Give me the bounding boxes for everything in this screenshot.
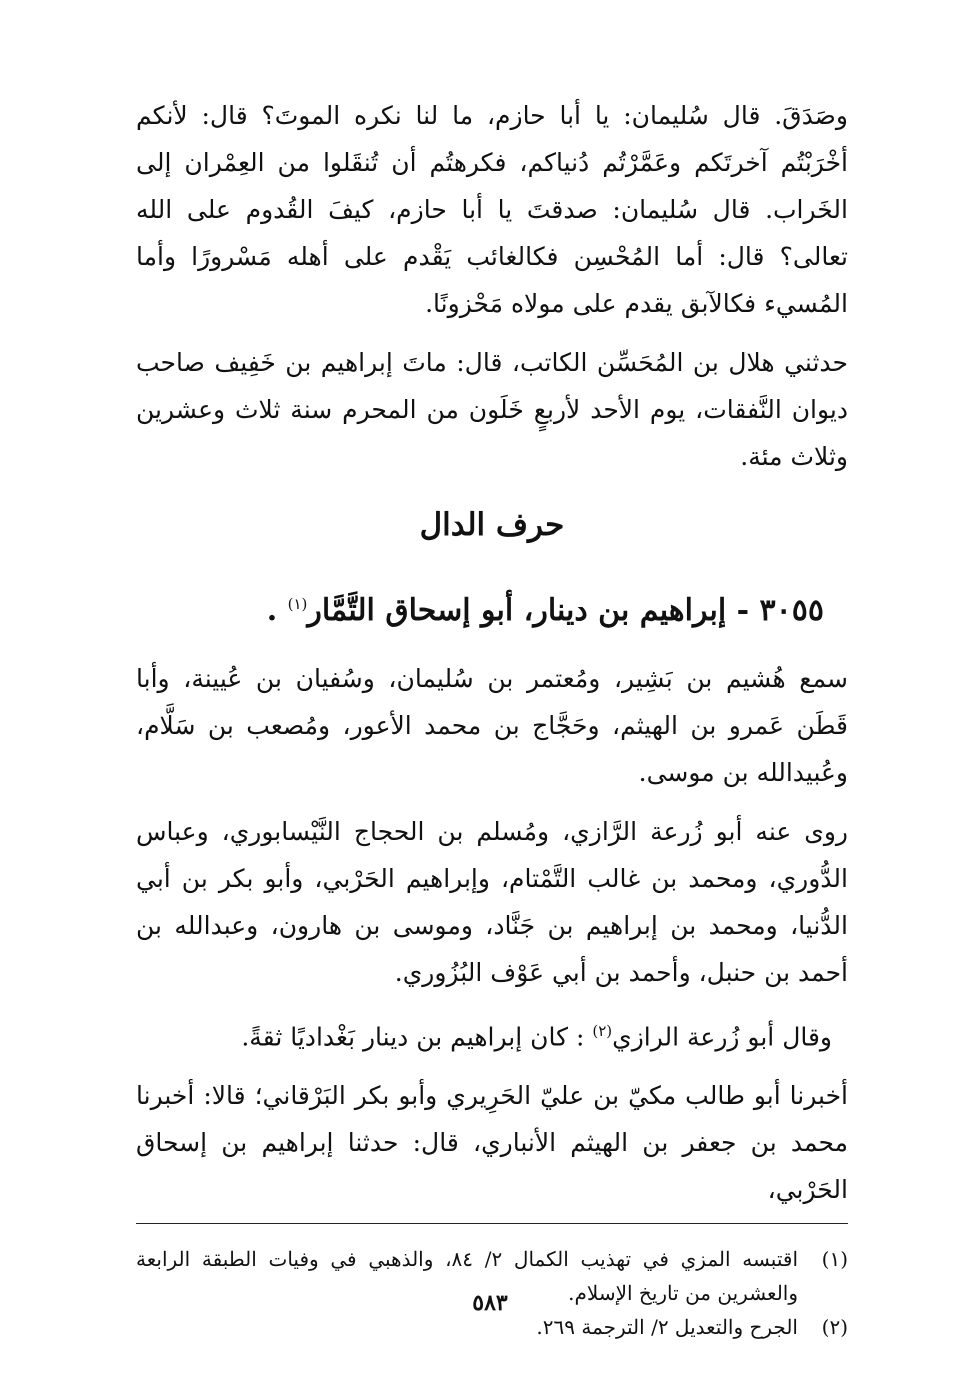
footnote-ref-1: (١) — [287, 595, 308, 613]
paragraph-death-report: حدثني هلال بن المُحَسِّن الكاتب، قال: ماتَ إبراهيم بن خَفِيف صاحب ديوان النَّفقات، يوم الأحد لأربعٍ خَلَون من المحرم سنة ثلاث وعشرين وثلاث مئة. — [136, 348, 848, 471]
paragraph-teachers: سمع هُشيم بن بَشِير، ومُعتمر بن سُليمان، وسُفيان بن عُيينة، وأبا قَطَن عَمرو بن الهيثم، وحَجَّاج بن محمد الأعور، ومُصعب بن سَلَّام، وعُبيدالله بن موسى. — [136, 664, 848, 787]
paragraph-students: روى عنه أبو زُرعة الرَّازي، ومُسلم بن الحجاج النَّيْسابوري، وعباس الدُّوري، ومحمد بن غالب التَّمْتام، وإبراهيم الحَرْبي، وأبو بكر بن أبي الدُّنيا، ومحمد بن إبراهيم بن جَنَّاد، وموسى بن هارون، وعبدالله بن أحمد بن حنبل، وأحمد بن أبي عَوْف البُزُوري. — [136, 817, 848, 987]
abu-zura-quote: : كان إبراهيم بن دينار بَغْداديًا ثقةً. — [241, 1022, 593, 1052]
page-body — [136, 92, 848, 1344]
paragraph-abu-zura — [136, 1008, 848, 1060]
footnote-ref-2: (٢) — [592, 1022, 613, 1040]
footnote-divider — [136, 1223, 848, 1224]
abu-zura-text: وقال أبو زُرعة الرازي — [612, 1022, 832, 1052]
entry-heading-end: . — [266, 593, 278, 628]
footnote-1-text: اقتبسه المزي في تهذيب الكمال ٢/ ٨٤، والذهبي في وفيات الطبقة الرابعة والعشرين من تاريخ الإسلام. — [136, 1247, 798, 1306]
section-heading: حرف الدال — [419, 507, 565, 543]
footnote-2-text: الجرح والتعديل ٢/ الترجمة ٢٦٩. — [536, 1315, 798, 1340]
entry-heading-text: ٣٠٥٥ - إبراهيم بن دينار، أبو إسحاق التَّمَّار — [307, 593, 824, 628]
entry-heading — [136, 578, 848, 637]
footnote-2-number: (٢) — [821, 1315, 848, 1340]
footnote-1-number: (١) — [821, 1247, 848, 1272]
paragraph-isnad: أخبرنا أبو طالب مكيّ بن عليّ الحَرِيري وأبو بكر البَرْقاني؛ قالا: أخبرنا محمد بن جعفر بن الهيثم الأنباري، قال: حدثنا إبراهيم بن إسحاق الحَرْبي، — [136, 1081, 848, 1205]
page-number: ٥٨٣ — [472, 1290, 508, 1316]
paragraph-sulayman-dialogue: وصَدَقَ. قال سُليمان: يا أبا حازم، ما لنا نكره الموتَ؟ قال: لأنكم أخْرَبْتُم آخرتَكم وعَمَّرْتُم دُنياكم، فكرهتُم أن تُنقَلوا من العِمْران إلى الخَراب. قال سُليمان: صدقتَ يا أبا حازم، كيفَ القُدوم على الله تعالى؟ قال: أما المُحْسِن فكالغائب يَقْدم على أهله مَسْرورًا وأما المُسيء فكالآبق يقدم على مولاه مَحْزونًا. — [136, 101, 848, 318]
